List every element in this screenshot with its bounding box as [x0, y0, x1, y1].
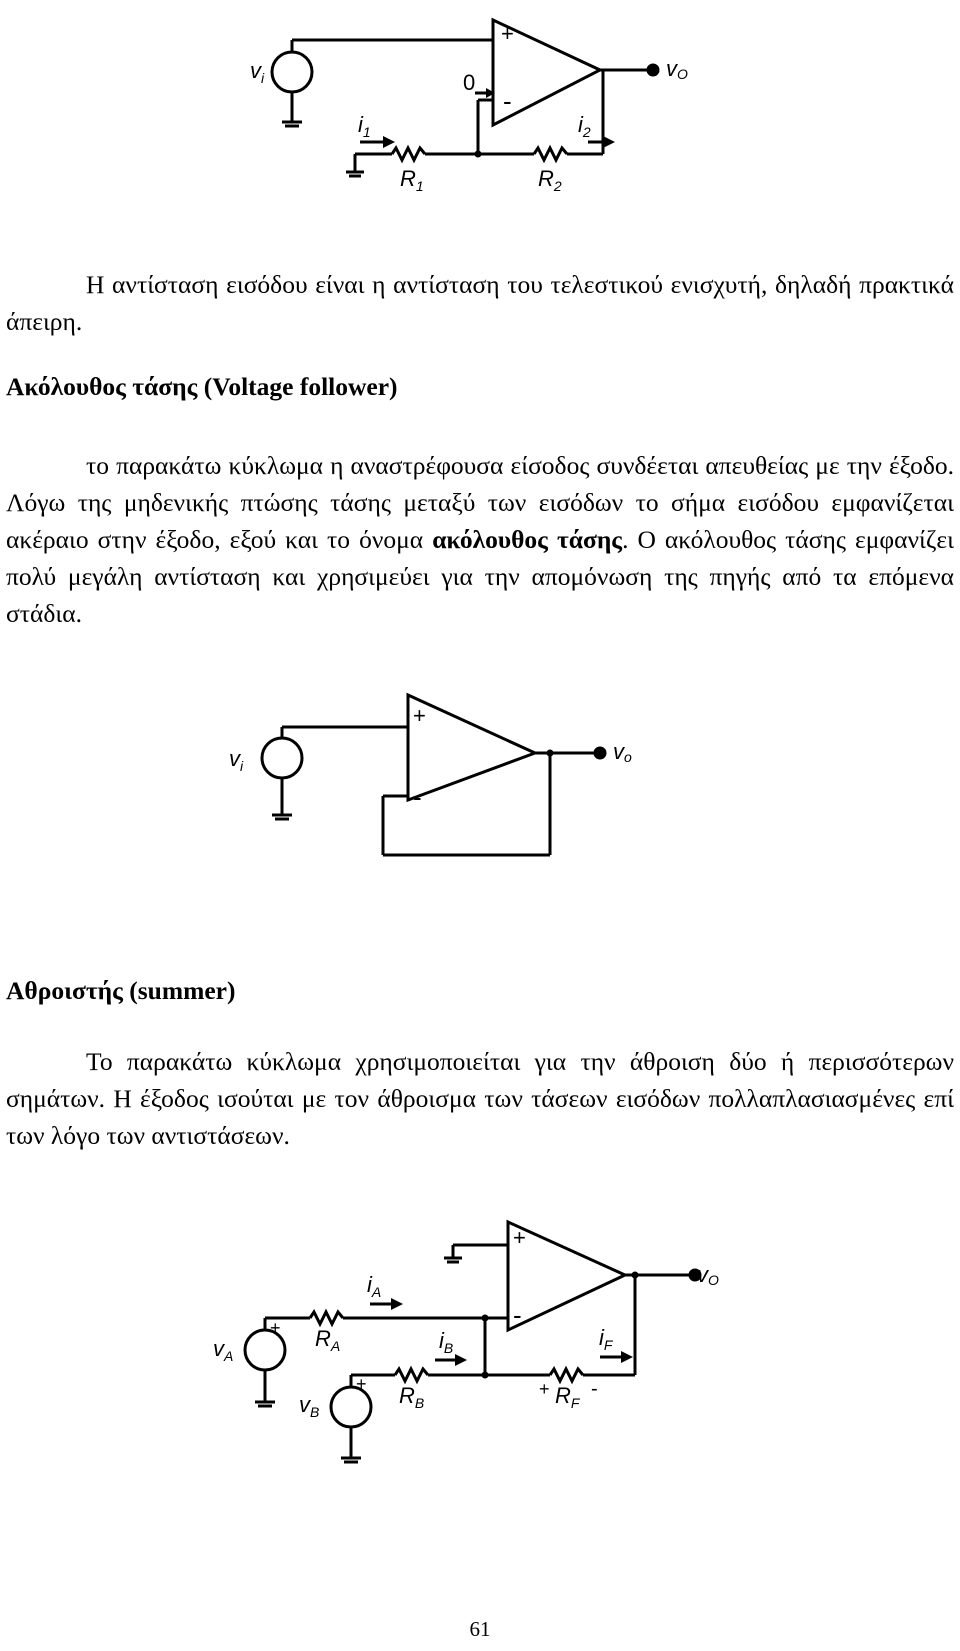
label-r2: $R_2$ — [538, 166, 562, 194]
follower-bold-term: ακόλουθος τάσης — [432, 525, 623, 554]
inverting-minus-sign: - — [413, 782, 422, 812]
arrow-i2-icon — [603, 136, 615, 148]
summing-amplifier-figure — [195, 1210, 755, 1480]
resistor-r1 — [392, 148, 425, 160]
resistor-rf — [550, 1369, 583, 1381]
label-vb: $v_B$ — [299, 1392, 320, 1420]
label-vi: $v_i$ — [229, 746, 244, 774]
arrow-ia-icon — [391, 1298, 403, 1310]
va-plus-sign: + — [270, 1318, 281, 1338]
label-vi: $v_i$ — [250, 58, 265, 86]
resistor-ra — [310, 1312, 343, 1324]
summer-heading: Αθροιστής (summer) — [6, 976, 236, 1005]
label-if: $i_F$ — [599, 1325, 613, 1353]
arrow-if-icon — [621, 1351, 633, 1363]
label-i1: $i_1$ — [358, 112, 371, 140]
voltage-source-vi — [262, 738, 302, 778]
label-vo: vO — [666, 56, 688, 82]
page-number: 61 — [469, 1617, 491, 1641]
summer-paragraph: Το παρακάτω κύκλωμα χρησιμοποιείται για την άθροιση δύο ή περισσότερων σημάτων. Η έξοδος ισούται με τον άθροισμα των τάσεων εισόδων πολλαπλασιασμένες επί των λόγο των αντιστάσεων. — [6, 1047, 954, 1150]
noninverting-plus-sign: + — [501, 21, 514, 46]
label-i2: $i_2$ — [578, 112, 591, 140]
arrow-i1-icon — [383, 136, 395, 148]
label-ia: $i_A$ — [367, 1272, 382, 1300]
opamp-triangle — [408, 695, 535, 800]
voltage-follower-heading: Ακόλουθος τάσης (Voltage follower) — [6, 372, 398, 401]
non-inverting-amplifier-circuit — [220, 0, 740, 200]
label-vo: vo — [613, 739, 632, 765]
follower-text-a: το παρακάτω κύκλωμα η αναστρέφουσα είσοδος συνδέεται απευθείας με την έξοδο. Λόγω της μηδενικής πτώσης τάσης μεταξύ των εισόδων το σήμα εισόδου εμφανίζεται ακέραιο στην έξοδο, εξού και το όνομα — [6, 451, 954, 554]
output-terminal — [595, 748, 605, 758]
label-ra: $R_A$ — [315, 1326, 341, 1354]
label-r1: $R_1$ — [400, 166, 424, 194]
rf-minus-sign: - — [591, 1378, 598, 1400]
voltage-follower-paragraph — [6, 447, 954, 632]
voltage-follower-circuit — [195, 680, 665, 880]
vb-plus-sign: + — [356, 1374, 367, 1394]
inverting-minus-sign: - — [513, 1300, 522, 1330]
resistor-r2 — [534, 148, 567, 160]
non-inverting-amplifier-figure — [220, 0, 740, 200]
label-vo: vO — [697, 1262, 719, 1288]
input-resistance-paragraph: Η αντίσταση εισόδου είναι η αντίσταση του τελεστικού ενισχυτή, δηλαδή πρακτικά άπειρη. — [6, 270, 954, 336]
noninverting-plus-sign: + — [413, 703, 426, 728]
arrow-ib-icon — [455, 1354, 467, 1366]
label-zero: 0 — [463, 70, 476, 95]
follower-text-b: . Ο ακόλουθος τάσης εμφανίζει πολύ μεγάλη αντίσταση και χρησιμεύει για την απομόνωση της πηγής από τα επόμενα στάδια. — [6, 525, 954, 628]
output-terminal — [648, 65, 658, 75]
label-ib: $i_B$ — [439, 1328, 454, 1356]
resistor-rb — [395, 1369, 428, 1381]
label-va: $v_A$ — [213, 1336, 234, 1364]
voltage-source-vi — [272, 52, 312, 92]
label-rb: $R_B$ — [399, 1383, 425, 1411]
noninverting-plus-sign: + — [513, 1225, 526, 1250]
rf-plus-sign: + — [539, 1379, 550, 1399]
label-rf: $R_F$ — [555, 1383, 580, 1411]
voltage-follower-figure — [195, 680, 665, 880]
summing-amplifier-circuit — [195, 1210, 755, 1480]
inverting-minus-sign: - — [503, 86, 512, 116]
